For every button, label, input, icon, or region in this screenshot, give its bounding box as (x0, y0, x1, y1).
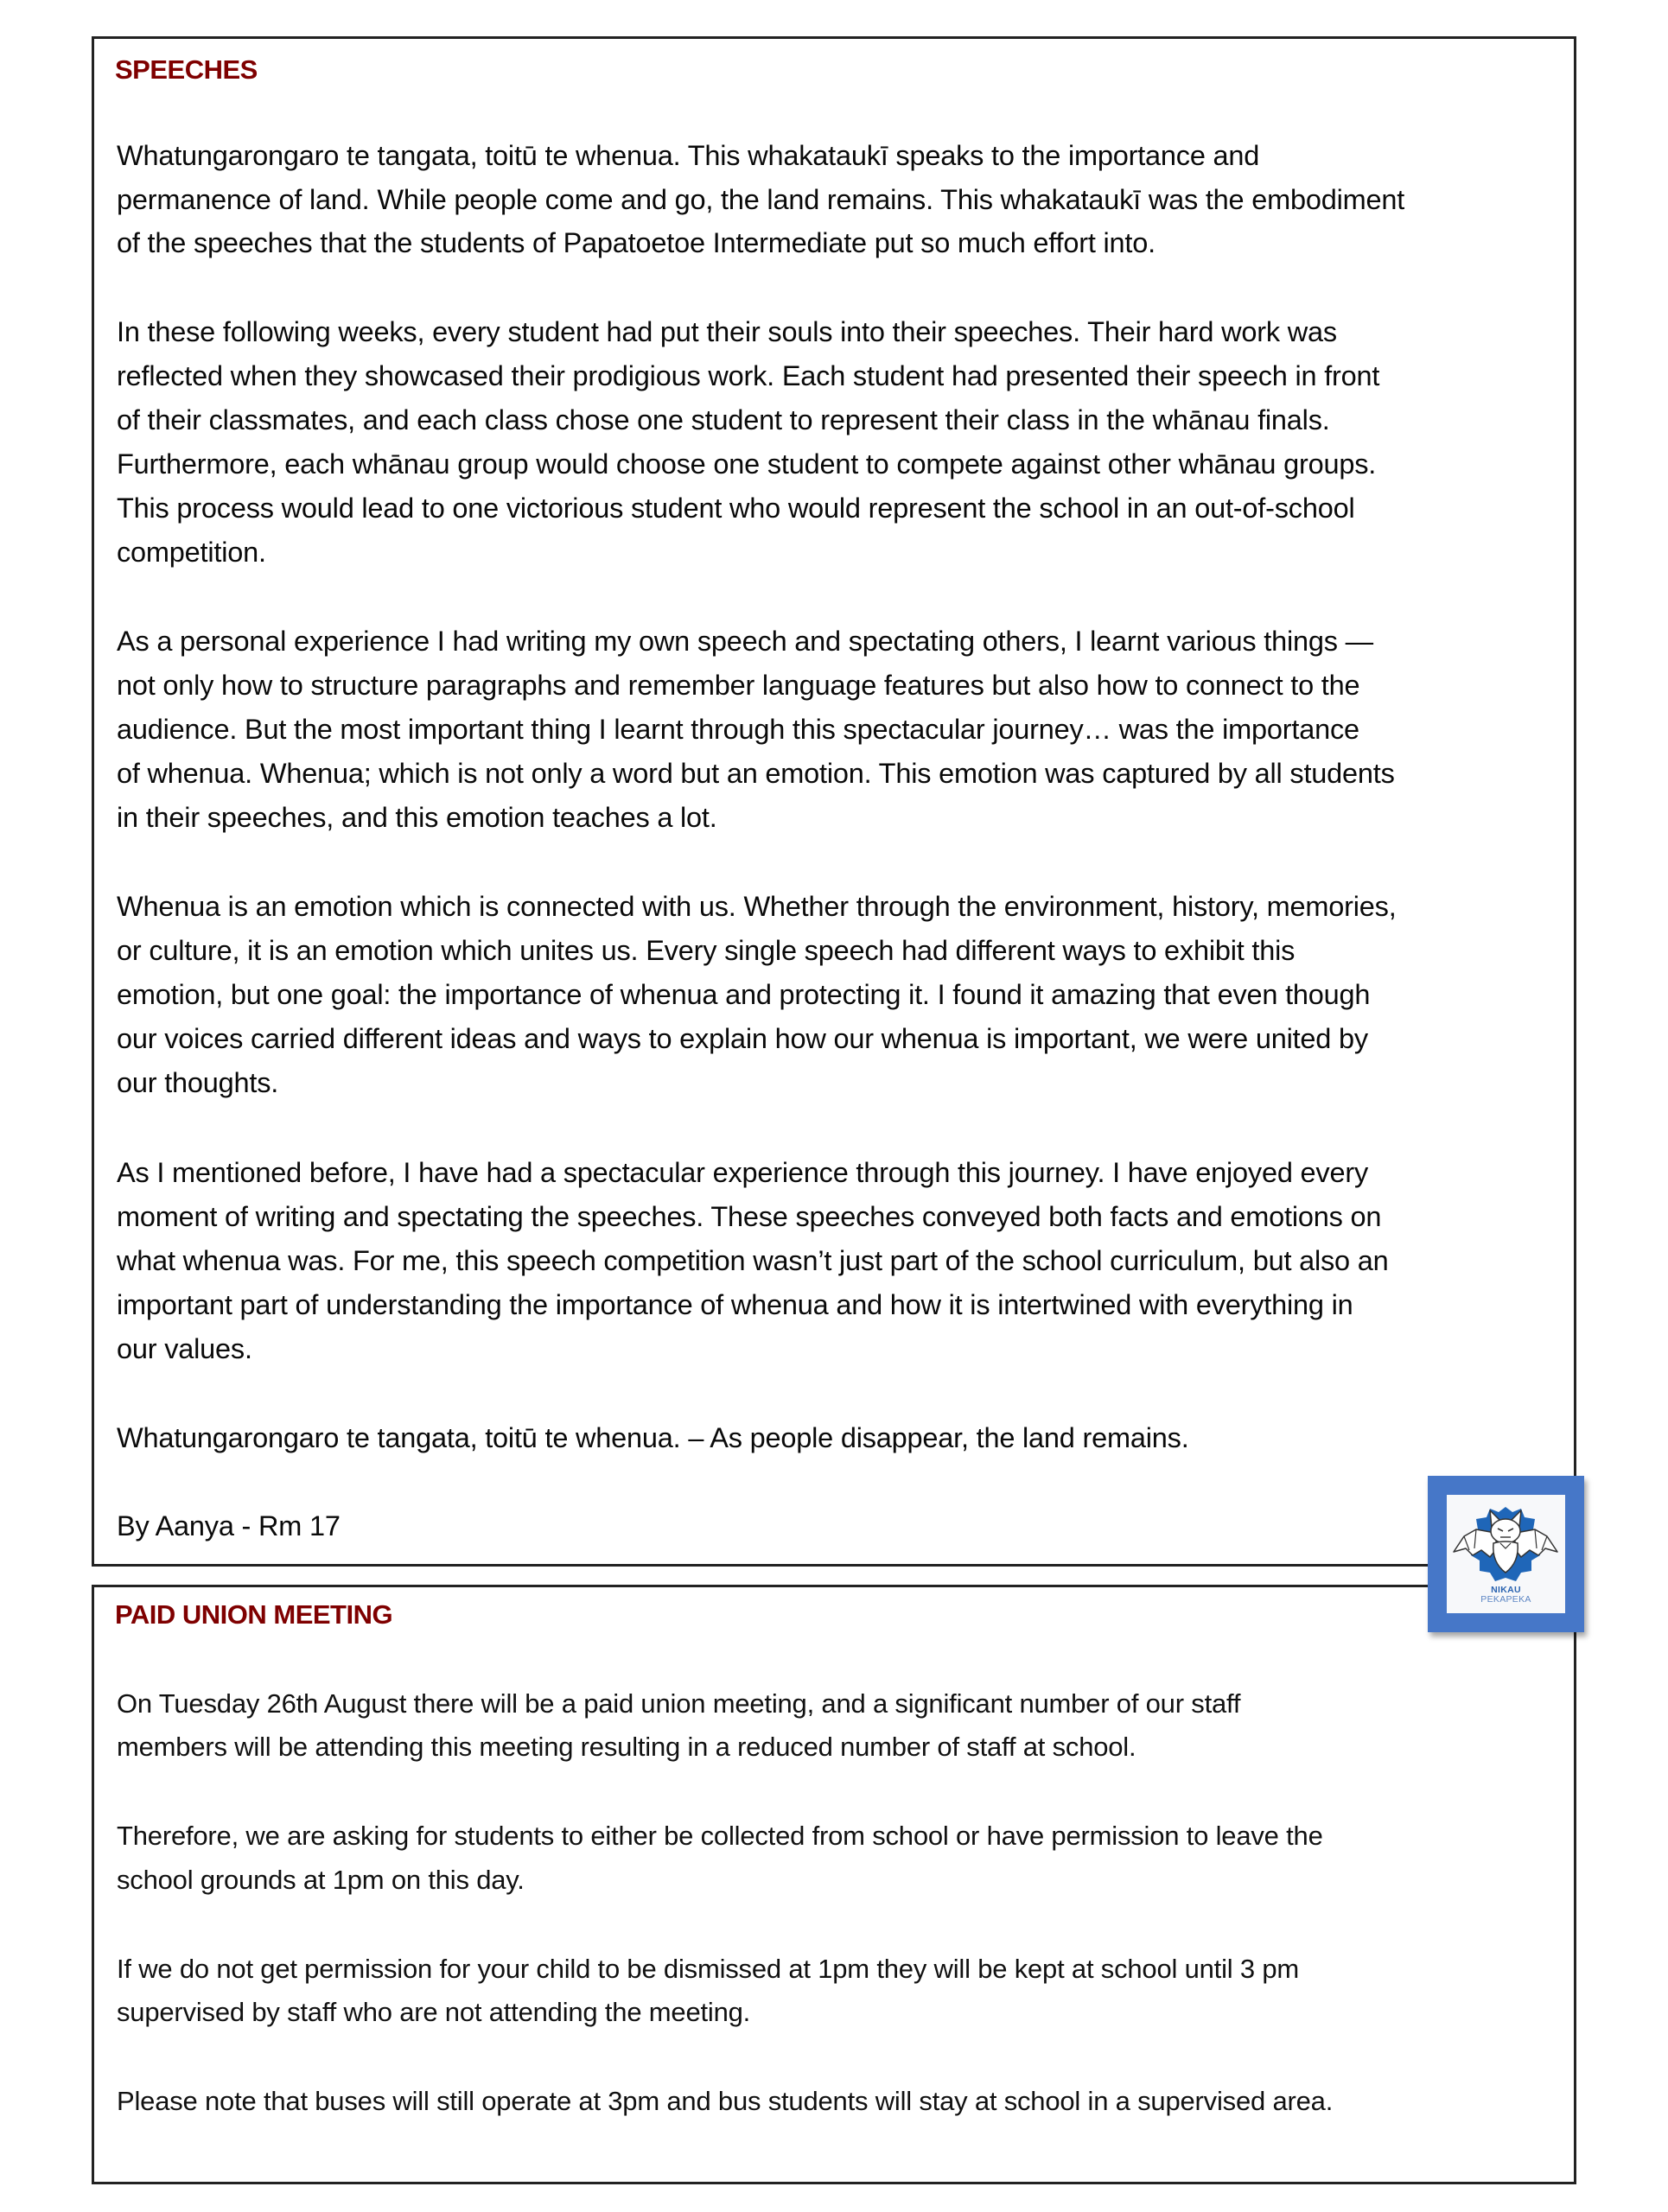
speeches-p2-line2: reflected when they showcased their prodigious work. Each student had presented their speech in front (117, 360, 1380, 391)
union-p1-line2: members will be attending this meeting resulting in a reduced number of staff at school. (117, 1732, 1136, 1762)
speeches-p5-line4: important part of understanding the importance of whenua and how it is intertwined with everything in (117, 1289, 1353, 1320)
speeches-p2-line1: In these following weeks, every student had put their souls into their speeches. Their hard work was (117, 316, 1337, 347)
union-p2-line1: Therefore, we are asking for students to either be collected from school or have permission to leave the (117, 1821, 1323, 1851)
speeches-p4-line2: or culture, it is an emotion which unites us. Every single speech had different ways to exhibit this (117, 935, 1296, 966)
speeches-p1-line2: permanence of land. While people come and go, the land remains. This whakataukī was the embodiment (117, 184, 1405, 215)
union-p2-line2: school grounds at 1pm on this day. (117, 1865, 525, 1895)
logo-text-pekapeka: PEKAPEKA (1480, 1594, 1531, 1605)
speeches-p2-line5: This process would lead to one victorious student who would represent the school in an out-of-school (117, 493, 1355, 524)
speeches-p5-line2: moment of writing and spectating the speeches. These speeches conveyed both facts and emotions on (117, 1201, 1382, 1232)
speeches-p3-line2: not only how to structure paragraphs and remember language features but also how to connect to the (117, 670, 1360, 701)
speeches-p4-line5: our thoughts. (117, 1067, 279, 1098)
nikau-pekapeka-logo (1428, 1476, 1584, 1632)
speeches-p3-line5: in their speeches, and this emotion teaches a lot. (117, 802, 717, 833)
logo-text-nikau: NIKAU (1491, 1585, 1521, 1595)
speeches-p4-line1: Whenua is an emotion which is connected with us. Whether through the environment, history, memories, (117, 891, 1397, 922)
union-p3-line1: If we do not get permission for your child to be dismissed at 1pm they will be kept at school until 3 pm (117, 1954, 1299, 1984)
speeches-p2-line4: Furthermore, each whānau group would choose one student to compete against other whānau groups. (117, 448, 1377, 480)
speeches-p3-line1: As a personal experience I had writing my own speech and spectating others, I learnt various things — (117, 626, 1373, 657)
speeches-p4-line3: emotion, but one goal: the importance of whenua and protecting it. I found it amazing that even though (117, 979, 1371, 1010)
union-p1-line1: On Tuesday 26th August there will be a paid union meeting, and a significant number of our staff (117, 1688, 1241, 1719)
speeches-p4-line4: our voices carried different ideas and ways to explain how our whenua is important, we were united by (117, 1023, 1368, 1054)
speeches-p1-line1: Whatungarongaro te tangata, toitū te whenua. This whakataukī speaks to the importance and (117, 140, 1260, 171)
speeches-byline: By Aanya - Rm 17 (117, 1510, 341, 1541)
speeches-p2-line6: competition. (117, 537, 266, 568)
speeches-closing-proverb: Whatungarongaro te tangata, toitū te whenua. – As people disappear, the land remains. (117, 1422, 1189, 1453)
logo-inner-panel (1447, 1495, 1565, 1613)
speeches-section (92, 36, 1576, 1567)
speeches-p5-line5: our values. (117, 1333, 252, 1364)
speeches-p2-line3: of their classmates, and each class chose one student to represent their class in the whānau finals. (117, 404, 1330, 435)
speeches-p3-line3: audience. But the most important thing I learnt through this spectacular journey… was the importance (117, 714, 1359, 745)
speeches-p1-line3: of the speeches that the students of Papatoetoe Intermediate put so much effort into. (117, 227, 1156, 258)
speeches-p5-line3: what whenua was. For me, this speech competition wasn’t just part of the school curriculum, but also an (117, 1245, 1389, 1276)
union-meeting-heading: PAID UNION MEETING (115, 1599, 393, 1630)
speeches-p5-line1: As I mentioned before, I have had a spectacular experience through this journey. I have enjoyed every (117, 1157, 1369, 1188)
paid-union-meeting-section (92, 1585, 1576, 2184)
union-p3-line2: supervised by staff who are not attending the meeting. (117, 1997, 751, 2027)
union-p4-line1: Please note that buses will still operate at 3pm and bus students will stay at school in a supervised area. (117, 2086, 1334, 2116)
speeches-heading: SPEECHES (115, 54, 258, 85)
speeches-p3-line4: of whenua. Whenua; which is not only a word but an emotion. This emotion was captured by all students (117, 758, 1395, 789)
